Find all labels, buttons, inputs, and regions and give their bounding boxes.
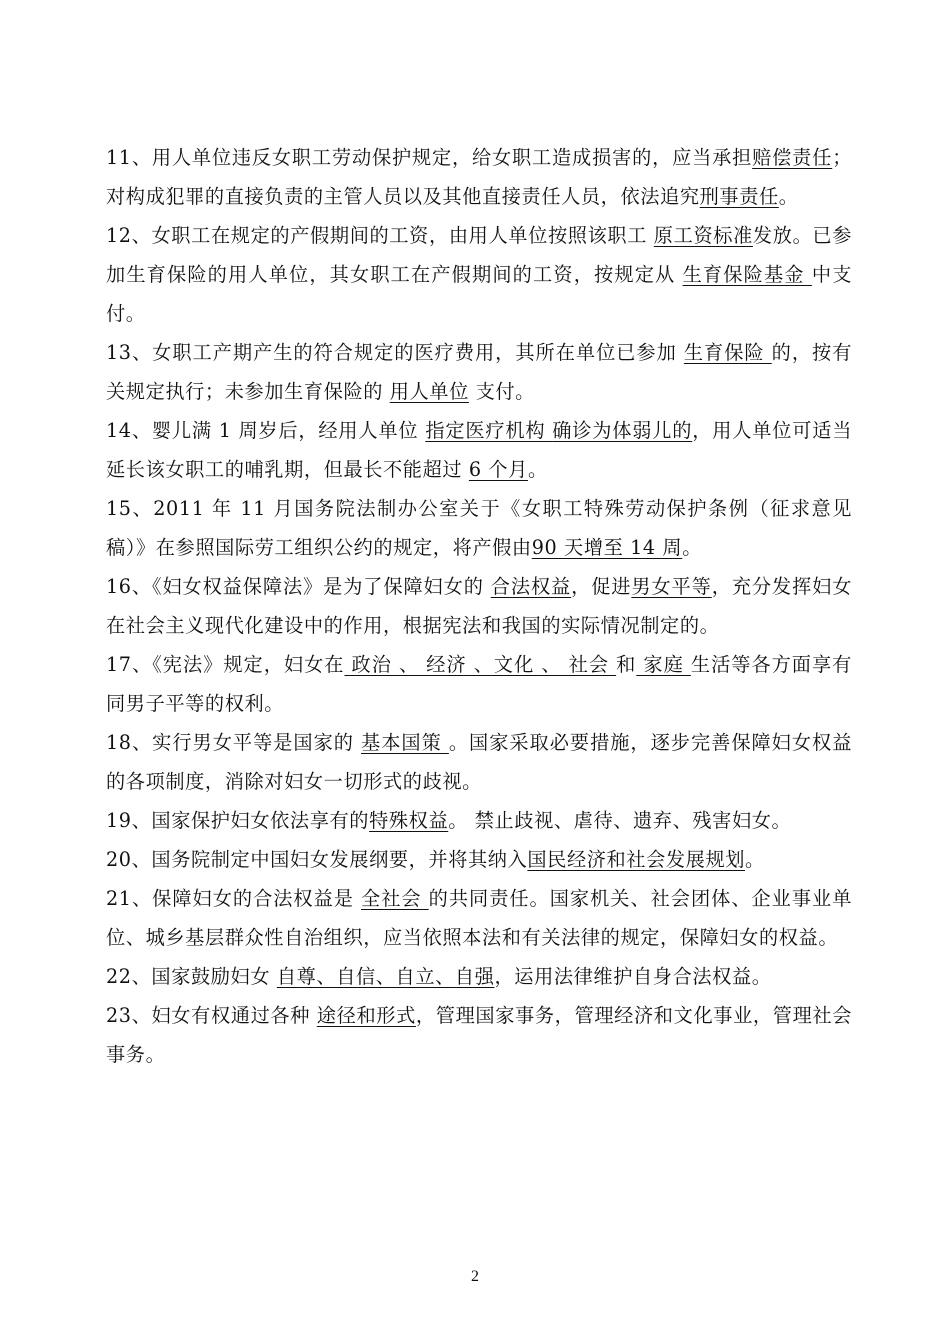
question-item-21 [106,879,852,957]
question-item-20 [106,840,852,879]
answer-blank: 确诊为体弱儿的 [552,419,693,442]
question-text: ，用人单位可适当延长该女职工的哺乳期，但最长不能超过 [106,419,852,481]
question-text: 20、国务院制定中国妇女发展纲要，并将其纳入 [106,848,528,871]
question-item-16 [106,567,852,645]
question-text: 13、女职工产期产生的符合规定的医疗费用，其所在单位已参加 [106,341,684,364]
question-text: 11、用人单位违反女职工劳动保护规定，给女职工造成损害的，应当承担 [106,146,753,169]
question-text: 21、保障妇女的合法权益是 [106,887,362,910]
question-item-12 [106,216,852,333]
answer-blank: 全社会 [361,887,429,910]
answer-blank: 生育保险 [683,341,772,364]
question-text: ，运用法律维护自身合法权益。 [494,965,772,988]
question-text: 17、《宪法》规定，妇女在 [106,653,345,676]
question-text: 16、《妇女权益保障法》是为了保障妇女的 [106,575,491,598]
answer-blank: 家庭 [636,653,691,676]
answer-blank: 男女平等 [631,575,712,598]
answer-blank: 自尊、自信、自立、自强 [276,965,495,988]
question-text: ，管理国家事务，管理经济和文化事业，管理社会事务。 [106,1004,852,1066]
answer-blank: 刑事责任 [699,185,779,208]
question-text: 18、实行男女平等是国家的 [106,731,362,754]
question-text: 生活等各方面享有同男子平等的权利。 [106,653,852,715]
question-text: 。 [745,848,765,871]
question-text: 支付。 [468,380,535,403]
answer-blank: 原工资标准 [653,224,753,247]
answer-blank: 生育保险基金 [682,263,812,286]
question-text: 14、婴儿满 1 周岁后，经用人单位 [106,419,426,442]
question-text: 15、2011 年 11 月国务院法制办公室关于《女职工特殊劳动保护条例（征求意见稿）》在参照国际劳工组织公约的规定，将产假由 [106,497,852,559]
answer-blank: 用人单位 [389,380,469,403]
question-text: 发放。已参加生育保险的用人单位，其女职工在产假期间的工资，按规定从 [106,224,853,286]
question-item-11 [106,138,852,216]
answer-blank: 途径和形式 [316,1004,416,1027]
question-text: 的，按有关规定执行；未参加生育保险的 [106,341,852,403]
answer-blank: 赔偿责任 [752,146,833,169]
answer-blank: 指定医疗机构 [425,419,553,442]
answer-blank: 90 天增至 14 周 [531,536,683,559]
question-item-23 [106,996,852,1074]
answer-blank: 特殊权益 [369,809,449,832]
question-item-18 [106,723,852,801]
question-item-17 [106,645,852,723]
answer-blank: 基本国策 [361,731,449,754]
question-text: 23、妇女有权通过各种 [106,1004,317,1027]
answer-blank: 政治 、 经济 、文化 、 社会 [344,653,617,676]
question-item-19 [106,801,852,840]
question-item-22 [106,957,852,996]
answer-blank: 6 个月 [468,458,528,481]
question-text: ，充分发挥妇女在社会主义现代化建设中的作用，根据宪法和我国的实际情况制定的。 [106,575,853,637]
question-text: ；对构成犯罪的直接负责的主管人员以及其他直接责任人员，依法追究 [106,146,852,208]
question-item-15 [106,489,852,567]
question-text: 12、女职工在规定的产假期间的工资，由用人单位按照该职工 [106,224,654,247]
answer-blank: 国民经济和社会发展规划 [527,848,746,871]
answer-blank: 合法权益 [490,575,572,598]
question-text: 。 [527,458,548,481]
question-text: 。 [778,185,799,208]
question-item-13 [106,333,852,411]
question-text: 。 [682,536,703,559]
question-text: 的共同责任。国家机关、社会团体、企业事业单位、城乡基层群众性自治组织，应当依照本法和有关法律的规定，保障妇女的权益。 [106,887,852,949]
question-text: 22、国家鼓励妇女 [106,965,277,988]
question-list [106,138,852,1074]
question-text: 。 禁止歧视、虐待、遗弃、残害妇女。 [448,809,792,832]
question-text: 。国家采取必要措施，逐步完善保障妇女权益的各项制度，消除对妇女一切形式的歧视。 [106,731,852,793]
page-number: 2 [471,1268,479,1285]
question-text: ，促进 [571,575,632,598]
question-text: 19、国家保护妇女依法享有的 [106,809,370,832]
question-item-14 [106,411,852,489]
question-text: 和 [616,653,637,676]
question-text: 中支付。 [106,263,852,325]
